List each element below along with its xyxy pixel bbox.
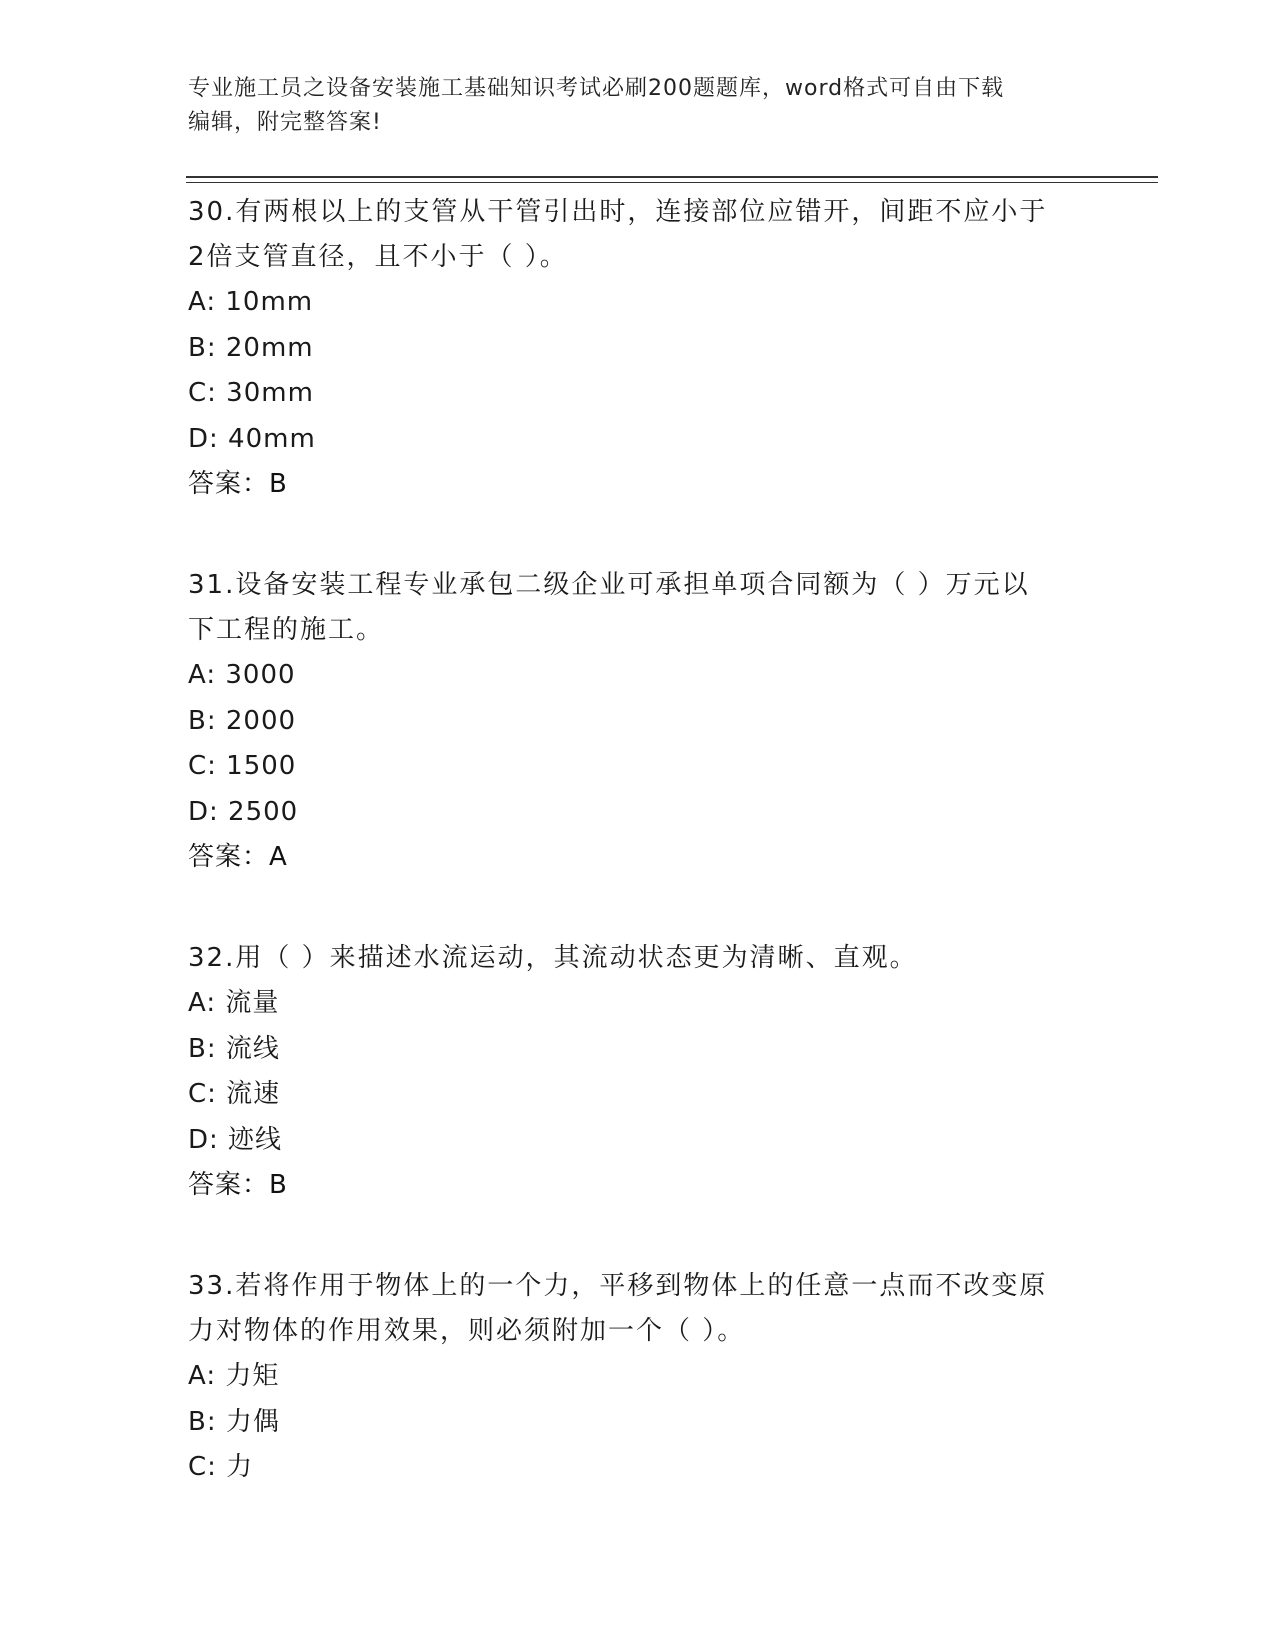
option-b: B: 流线 — [188, 1033, 280, 1064]
option-a: A: 3000 — [188, 660, 296, 690]
question-text-line-1: 33.若将作用于物体上的一个力，平移到物体上的任意一点而不改变原 — [188, 1271, 1048, 1301]
header-line-2: 编辑，附完整答案! — [188, 110, 382, 135]
question-text-line-2: 力对物体的作用效果，则必须附加一个（ ）。 — [188, 1316, 746, 1346]
document-header — [188, 72, 1088, 140]
question-30 — [188, 190, 1088, 507]
option-a: A: 流量 — [188, 988, 280, 1018]
question-text-line-1: 32.用（ ）来描述水流运动，其流动状态更为清晰、直观。 — [188, 943, 918, 973]
option-a: A: 力矩 — [188, 1361, 280, 1391]
question-spacer — [188, 507, 1088, 563]
option-d: D: 40mm — [188, 423, 316, 454]
option-b: B: 20mm — [188, 332, 314, 363]
answer-line: 答案：B — [188, 469, 288, 499]
header-divider-thin — [186, 182, 1158, 183]
question-spacer — [188, 880, 1088, 936]
header-divider-thick — [186, 176, 1158, 178]
question-text-line-2: 2倍支管直径，且不小于（ ）。 — [188, 242, 568, 272]
question-text-line-1: 30.有两根以上的支管从干管引出时，连接部位应错开，间距不应小于 — [188, 197, 1048, 227]
option-c: C: 1500 — [188, 751, 297, 781]
header-line-1: 专业施工员之设备安装施工基础知识考试必刷200题题库，word格式可自由下载 — [188, 76, 1005, 101]
option-c: C: 力 — [188, 1452, 254, 1482]
option-a: A: 10mm — [188, 287, 314, 317]
question-32 — [188, 936, 1088, 1208]
question-33 — [188, 1264, 1088, 1491]
option-d: D: 迹线 — [188, 1124, 283, 1155]
question-31 — [188, 563, 1088, 880]
question-text-line-1: 31.设备安装工程专业承包二级企业可承担单项合同额为（ ）万元以 — [188, 570, 1030, 600]
question-list — [188, 190, 1088, 1491]
answer-line: 答案：A — [188, 842, 288, 872]
option-b: B: 2000 — [188, 705, 297, 736]
option-d: D: 2500 — [188, 796, 299, 827]
option-c: C: 30mm — [188, 378, 314, 408]
option-c: C: 流速 — [188, 1079, 281, 1109]
answer-line: 答案：B — [188, 1170, 288, 1200]
question-spacer — [188, 1208, 1088, 1264]
question-text-line-2: 下工程的施工。 — [188, 615, 385, 645]
option-b: B: 力偶 — [188, 1406, 280, 1437]
